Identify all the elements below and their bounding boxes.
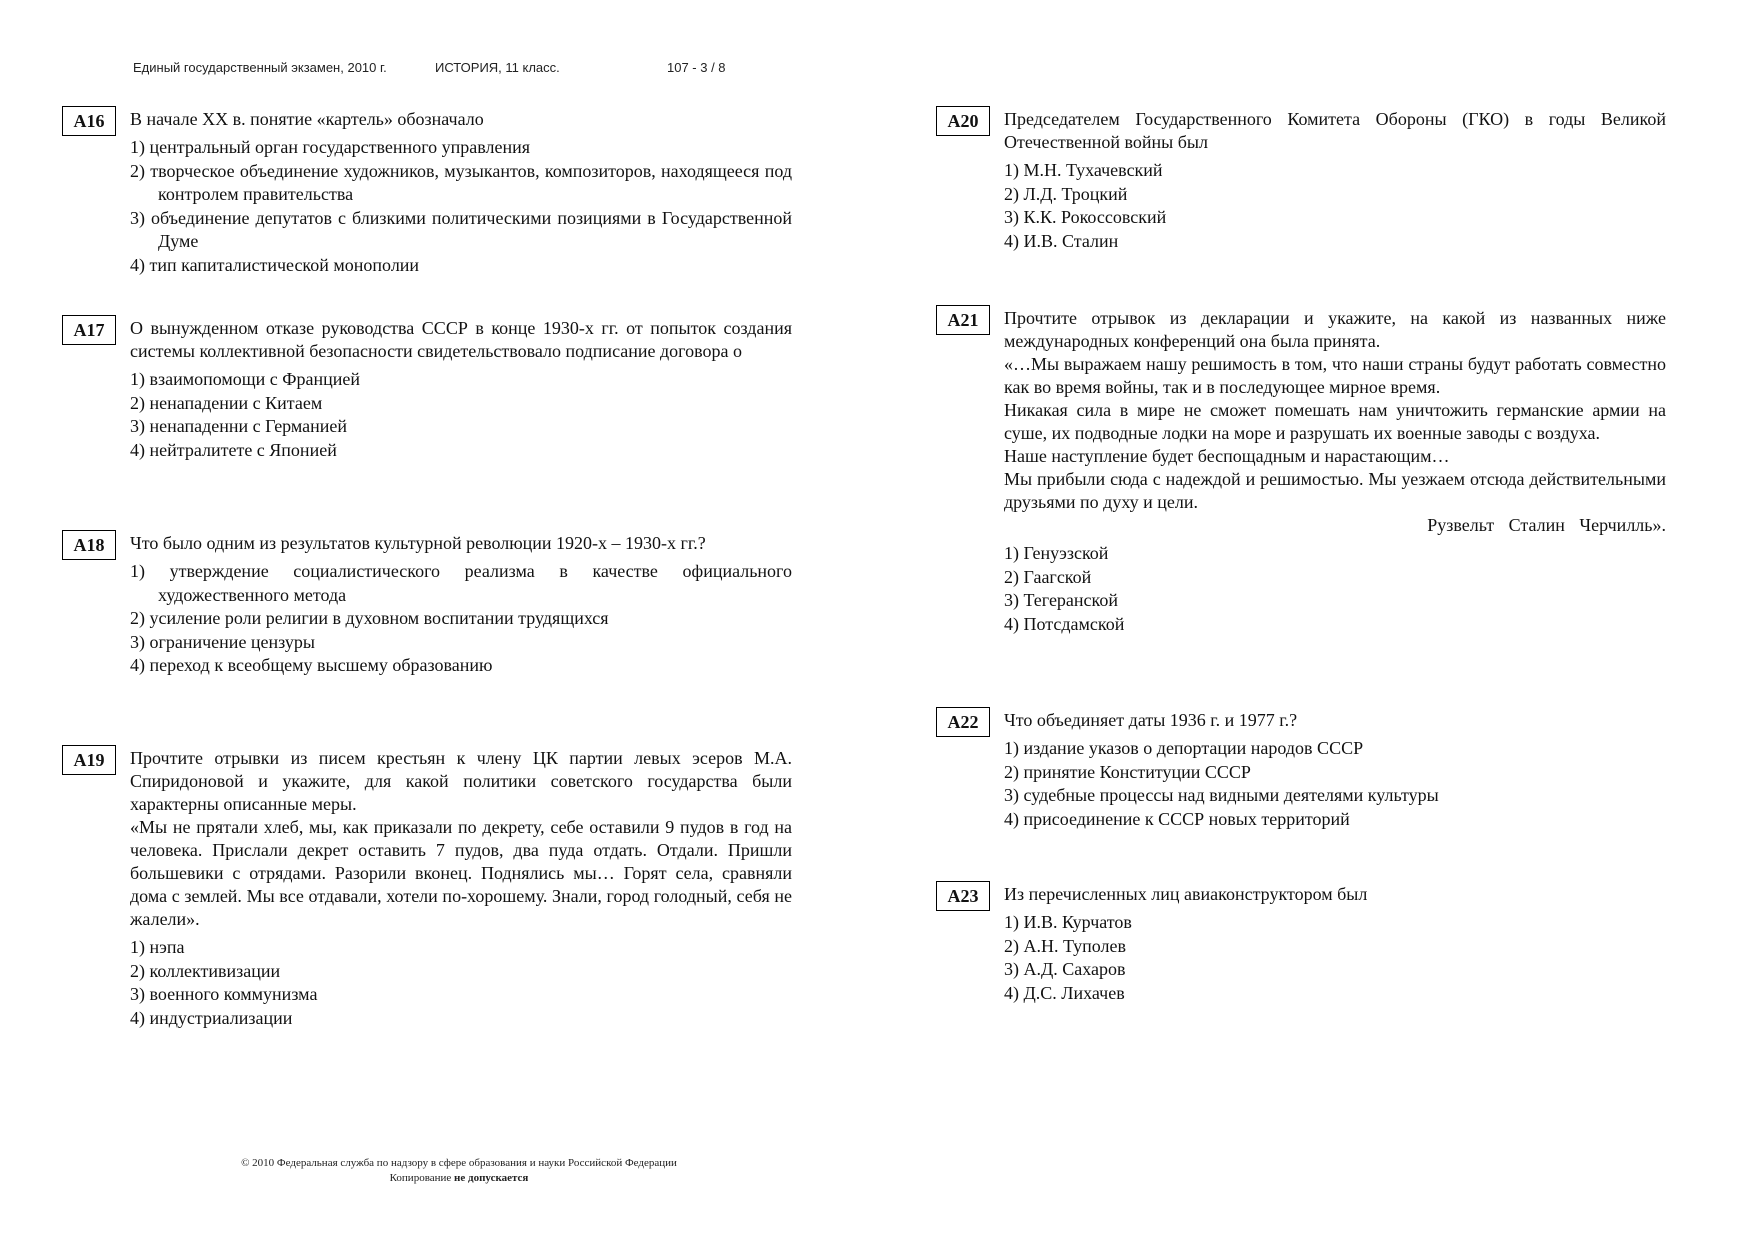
declaration-quote-line: Никакая сила в мире не сможет помешать нам уничтожить германские армии на суше, их подводные лодки на море и разрушать их военные заводы с воздуха. xyxy=(1004,400,1666,443)
page-number: 107 - 3 / 8 xyxy=(667,60,726,75)
answer-option[interactable]: 1) центральный орган государственного управления xyxy=(130,137,531,157)
answer-options xyxy=(1004,911,1666,1005)
answer-option[interactable]: 1) Генуэзской xyxy=(1004,543,1109,563)
page-header xyxy=(133,60,726,75)
answer-options xyxy=(130,936,792,1030)
answer-option[interactable]: 1) М.Н. Тухачевский xyxy=(1004,160,1163,180)
answer-options xyxy=(130,560,792,678)
question-text: Что было одним из результатов культурной революции 1920-х – 1930-х гг.? xyxy=(130,533,706,553)
answer-option[interactable]: 3) ограничение цензуры xyxy=(130,631,316,652)
exam-title: Единый государственный экзамен, 2010 г. xyxy=(133,60,387,75)
question-number: A21 xyxy=(936,305,990,335)
answer-option[interactable]: 2) Л.Д. Троцкий xyxy=(1004,183,1128,204)
question-number: A16 xyxy=(62,106,116,136)
answer-option[interactable]: 4) тип капиталистической монополии xyxy=(130,254,420,275)
subject-title: ИСТОРИЯ, 11 класс. xyxy=(435,60,560,75)
answer-options xyxy=(130,368,792,462)
question-a16 xyxy=(73,104,792,277)
question-number: A19 xyxy=(62,745,116,775)
question-text: Председателем Государственного Комитета Обороны (ГКО) в годы Великой Отечественной войны был xyxy=(1004,109,1666,152)
question-number: A22 xyxy=(936,707,990,737)
answer-option[interactable]: 4) Потсдамской xyxy=(1004,613,1125,634)
answer-option[interactable]: 2) принятие Конституции СССР xyxy=(1004,761,1251,782)
answer-option[interactable]: 1) нэпа xyxy=(130,937,185,957)
copyright-notice: © 2010 Федеральная служба по надзору в сфере образования и науки Российской Федерации xyxy=(241,1157,677,1169)
question-number: A18 xyxy=(62,530,116,560)
question-a21 xyxy=(947,303,1666,636)
answer-option[interactable]: 3) объединение депутатов с близкими политическими позициями в Государственной Думе xyxy=(130,207,792,251)
answer-options xyxy=(1004,542,1666,636)
answer-option[interactable]: 3) К.К. Рокоссовский xyxy=(1004,207,1167,227)
answer-option[interactable]: 1) утверждение социалистического реализма в качестве официального художественного метода xyxy=(130,561,792,605)
question-a17 xyxy=(73,313,792,462)
question-text: Прочтите отрывки из писем крестьян к члену ЦК партии левых эсеров М.А. Спиридоновой и укажите, для какой политики советского государства были характерны описанные меры. xyxy=(130,748,792,814)
question-a22 xyxy=(947,705,1666,831)
answer-option[interactable]: 2) творческое объединение художников, музыкантов, композиторов, находящееся под контролем правительства xyxy=(130,160,792,204)
question-number: A17 xyxy=(62,315,116,345)
question-text: Прочтите отрывок из декларации и укажите, на какой из названных ниже международных конференций она была принята. xyxy=(1004,308,1666,351)
question-text: Что объединяет даты 1936 г. и 1977 г.? xyxy=(1004,710,1298,730)
question-a19 xyxy=(73,743,792,1030)
answer-option[interactable]: 3) судебные процессы над видными деятелями культуры xyxy=(1004,785,1439,805)
question-text: Из перечисленных лиц авиаконструктором был xyxy=(1004,884,1368,904)
declaration-quote-line: Мы прибыли сюда с надеждой и решимостью. Мы уезжаем отсюда действительными друзьями по духу и цели. xyxy=(1004,469,1666,512)
question-a23 xyxy=(947,879,1666,1005)
question-number: A23 xyxy=(936,881,990,911)
answer-option[interactable]: 2) коллективизации xyxy=(130,960,281,981)
answer-option[interactable]: 1) издание указов о депортации народов СССР xyxy=(1004,738,1364,758)
answer-options xyxy=(130,136,792,277)
answer-option[interactable]: 3) военного коммунизма xyxy=(130,984,318,1004)
question-text: В начале XX в. понятие «картель» обозначало xyxy=(130,109,484,129)
answer-option[interactable]: 4) присоединение к СССР новых территорий xyxy=(1004,808,1350,829)
declaration-signature: Рузвельт Сталин Черчилль». xyxy=(1427,515,1666,535)
answer-option[interactable]: 2) ненападении с Китаем xyxy=(130,392,323,413)
answer-option[interactable]: 3) ненападенни с Германией xyxy=(130,416,348,436)
answer-option[interactable]: 4) И.В. Сталин xyxy=(1004,230,1119,251)
declaration-quote-line: Наше наступление будет беспощадным и нарастающим… xyxy=(1004,446,1450,466)
copy-prefix: Копирование xyxy=(389,1172,452,1184)
answer-option[interactable]: 3) Тегеранской xyxy=(1004,590,1119,610)
answer-option[interactable]: 3) А.Д. Сахаров xyxy=(1004,959,1126,979)
answer-option[interactable]: 2) усиление роли религии в духовном воспитании трудящихся xyxy=(130,608,609,628)
answer-options xyxy=(1004,737,1666,831)
answer-option[interactable]: 2) Гаагской xyxy=(1004,566,1092,587)
page-footer xyxy=(198,1156,720,1186)
question-text: О вынужденном отказе руководства СССР в конце 1930-х гг. от попыток создания системы коллективной безопасности свидетельствовало подписание договора о xyxy=(130,318,792,361)
question-number: A20 xyxy=(936,106,990,136)
copy-notice xyxy=(198,1171,720,1186)
answer-option[interactable]: 4) индустриализации xyxy=(130,1007,293,1028)
answer-options xyxy=(1004,159,1666,253)
answer-option[interactable]: 1) И.В. Курчатов xyxy=(1004,912,1132,932)
answer-option[interactable]: 4) нейтралитете с Японией xyxy=(130,439,337,460)
answer-option[interactable]: 4) переход к всеобщему высшему образованию xyxy=(130,655,493,675)
answer-option[interactable]: 1) взаимопомощи с Францией xyxy=(130,369,361,389)
letter-quote: «Мы не прятали хлеб, мы, как приказали по декрету, себе оставили 9 пудов в год на человека. Прислали декрет оставить 7 пудов, два пуда отдать. Отдали. Пришли большевики с отрядами. Разорили вконец. Поднялись мы… Горят села, сравняли дома с землей. Мы все отдавали, хотели по-хорошему. Знали, город голодный, себя не жалели». xyxy=(130,817,792,929)
declaration-quote-line: «…Мы выражаем нашу решимость в том, что наши страны будут работать совместно как во время войны, так и в последующее мирное время. xyxy=(1004,354,1666,397)
answer-option[interactable]: 4) Д.С. Лихачев xyxy=(1004,982,1125,1003)
question-a18 xyxy=(73,528,792,678)
copy-restriction: не допускается xyxy=(454,1172,529,1184)
question-a20 xyxy=(947,104,1666,253)
answer-option[interactable]: 2) А.Н. Туполев xyxy=(1004,935,1126,956)
